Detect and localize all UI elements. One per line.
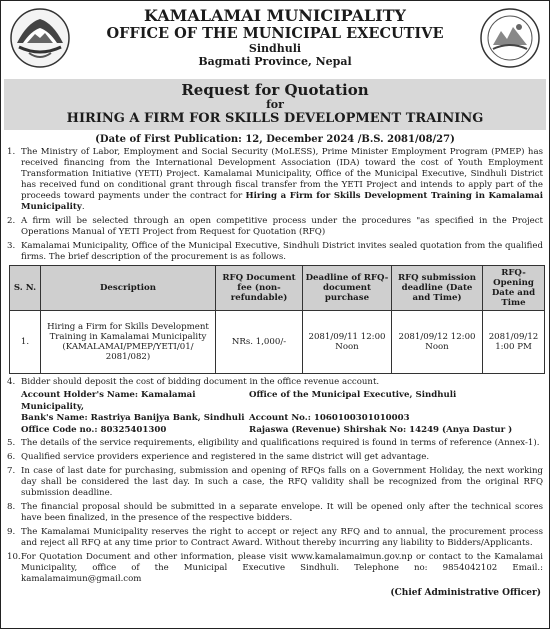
paragraph-text: Qualified service providers experience and registered in the same district will get advantage. [21,452,430,462]
paragraph-2 [7,216,543,238]
paragraph-3 [7,241,543,263]
paragraph-number: 1. [7,147,16,157]
notice-header [1,1,549,79]
col-fee: RFQ Document fee (non-refundable) [216,266,303,311]
procurement-table [9,265,545,374]
paragraph-text: The financial proposal should be submitted in a separate envelope. It will be opened only after the technical scores have been finalized, in the presence of the respective bidders. [21,502,543,523]
paragraph-number: 7. [7,466,16,476]
paragraph-number: 2. [7,216,16,226]
office-name: OFFICE OF THE MUNICIPAL EXECUTIVE [106,25,444,42]
cell-submission-deadline: 2081/09/12 12:00 Noon [392,311,483,374]
paragraph-text: A firm will be selected through an open competitive process under the procedures "as specified in the Project Operations Manual of YETI Project from Request for Quotation (RFQ) [21,216,543,237]
paragraph-text: The Kamalamai Municipality reserves the right to accept or reject any RFQ and to annual, the procurement process and reject all RFQ at any time prior to Contract Award. Without thereby incurring any liability to Bidders/Applicants. [21,527,543,548]
col-opening: RFQ-Opening Date and Time [483,266,545,311]
col-sn: S. N. [10,266,41,311]
account-holder-office: Office of the Municipal Executive, Sindhuli [249,390,457,400]
paragraph-number: 5. [7,438,16,448]
paragraph-1: 1. The Ministry of Labor, Employment and Social Security (MoLESS), Prime Minister Employment Program (PMEP) has received financing from the International Development Association (IDA) toward the cost of Youth Employment Transformation Initiative (YETI) Project. Kamalamai Municipality, Office of the Municipal Executive, Sindhuli District has received fund on conditional grant through fiscal transfer from the YETI Project and intends to apply part of the proceeds toward payments under the contract for Hiring a Firm for Skills Development Training in Kamalamai Municipality. [7,147,543,212]
paragraph-5 [7,438,543,449]
paragraph-7 [7,466,543,499]
paragraph-8 [7,502,543,524]
col-purchase-deadline: Deadline of RFQ-document purchase [303,266,392,311]
province-name: Bagmati Province, Nepal [198,55,352,68]
municipality-name: KAMALAMAI MUNICIPALITY [144,6,406,25]
cell-fee: NRs. 1,000/- [216,311,303,374]
signature-line: (Chief Administrative Officer) [390,588,541,598]
revenue-shirshak: Rajaswa (Revenue) Shirshak No: 14249 (Anya Dastur ) [249,424,513,435]
notice-title: Request for Quotation [181,81,369,99]
cell-sn: 1. [10,311,41,374]
paragraph-text: Kamalamai Municipality, Office of the Municipal Executive, Sindhuli District invites sealed quotation from the qualified firms. The brief description of the procurement is as follows. [21,241,543,262]
paragraph-number: 10. [7,552,21,562]
paragraph-9 [7,527,543,549]
nepal-emblem-logo [9,7,71,69]
cell-purchase-deadline: 2081/09/11 12:00 Noon [303,311,392,374]
paragraph-number: 8. [7,502,16,512]
paragraph-10 [7,552,543,585]
cell-description: Hiring a Firm for Skills Development Training in Kamalamai Municipality (KAMALAMAI/PMEP/YETI/01/ 2081/082) [41,311,216,374]
notice-subject: HIRING A FIRM FOR SKILLS DEVELOPMENT TRAINING [66,111,484,126]
bank-name: Bank's Name: Rastriya Banijya Bank, Sindhuli [21,413,245,423]
paragraph-number: 9. [7,527,16,537]
notice-for: for [266,98,284,111]
paragraph-text: The details of the service requirements, eligibility and qualifications required is found in terms of reference (Annex-1). [21,438,540,448]
publication-date: (Date of First Publication: 12, December 2024 /B.S. 2081/08/27) [95,134,455,145]
paragraph-number: 6. [7,452,16,462]
paragraph-number: 3. [7,241,16,251]
paragraph-number: 4. [7,377,16,387]
col-description: Description [41,266,216,311]
account-holder: Account Holder's Name: Kamalamai Municipality, [21,390,196,412]
paragraph-text: Bidder should deposit the cost of bidding document in the office revenue account. [21,377,380,387]
account-details [21,390,543,436]
municipality-seal-logo [479,7,541,69]
cell-opening: 2081/09/12 1:00 PM [483,311,545,374]
table-header-row [10,266,545,311]
paragraph-text: For Quotation Document and other information, please visit www.kamalamaimun.gov.np or contact to the Kamalamai Municipality, office of the Municipal Executive Sindhuli. Telephone no: 9854042102 Email.: kamalamaimun@gmail.com [21,552,543,584]
district-name: Sindhuli [248,42,302,55]
paragraph-text: In case of last date for purchasing, submission and opening of RFQs falls on a Government Holiday, the next working day shall be considered the last day. In such a case, the RFQ validity shall be recognized from the original RFQ submission deadline. [21,466,543,498]
account-number: Account No.: 1060100301010003 [249,413,410,423]
office-code: Office Code no.: 80325401300 [21,424,167,435]
paragraph-4 [7,377,543,388]
title-band [4,79,546,130]
table-row [10,311,545,374]
contract-name: Hiring a Firm for Skills Development Training in Kamalamai Municipality [21,191,543,212]
paragraph-text: The Ministry of Labor, Employment and Social Security (MoLESS), Prime Minister Employment Program (PMEP) has received financing from the International Development Association (IDA) toward the cost of Youth Employment Transformation Initiative (YETI) Project. Kamalamai Municipality, Office of the Municipal Executive, Sindhuli District has received fund on conditional grant through fiscal transfer from the YETI Project and intends to apply part of the proceeds toward payments under the contract for [21,147,543,201]
col-submission-deadline: RFQ submission deadline (Date and Time) [392,266,483,311]
paragraph-6 [7,452,543,463]
